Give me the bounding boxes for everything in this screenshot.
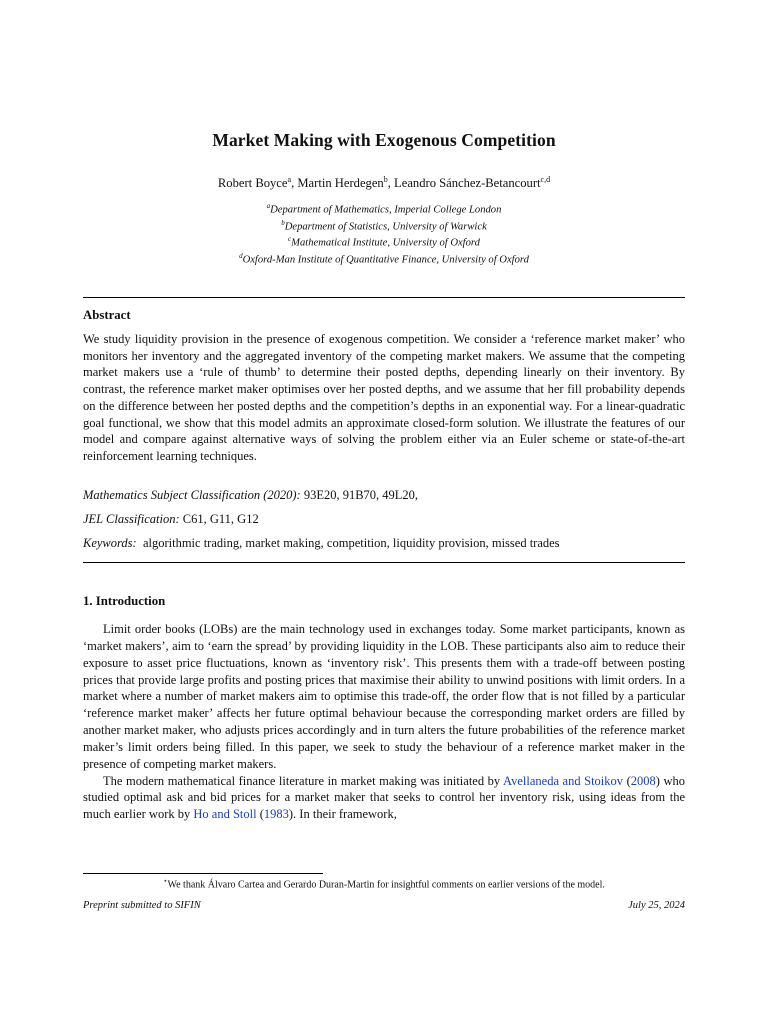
author-affil-mark: c,d [540, 175, 551, 184]
citation-year-link[interactable]: 1983 [263, 807, 289, 822]
jel-classification: JEL Classification: C61, G11, G12 [83, 512, 259, 526]
affiliation: $^a$Department of Mathematics, Imperial College London [266, 202, 502, 216]
citation-year-link[interactable]: 2008 [630, 773, 656, 788]
author-list: Robert Boyce$^a$, Martin Herdegen$^b$, Leandro Sánchez-Betancourt$^{c,d}$ [217, 175, 551, 191]
abstract-bottom-rule [83, 562, 685, 563]
citation-link[interactable]: Ho and Stoll [193, 807, 257, 822]
msc-classification: Mathematics Subject Classification (2020): 93E20, 91B70, 49L20, [83, 488, 419, 502]
footer-submission: Preprint submitted to SIFIN [83, 900, 201, 911]
keywords: Keywords: algorithmic trading, market making, competition, liquidity provision, missed trades [83, 536, 560, 550]
affiliation: $^c$Mathematical Institute, University of Oxford [288, 235, 480, 249]
citation-link[interactable]: Avellaneda and Stoikov [503, 773, 624, 788]
section-heading-introduction: 1. Introduction [83, 594, 166, 608]
abstract-text: We study liquidity provision in the presence of exogenous competition. We consider a ‘reference market maker’ who monitors her inventory and the aggregated inventory of the competing market makers. We assume that the competing market makers use a ‘rule of thumb’ to determine their posted depths, depending linearly on their inventory. By contrast, the reference market maker optimises over her posted depths, and we assume that her fill probability depends on the difference between her posted depths and the competition’s depths in an exponential way. For a linear-quadratic goal functional, we show that this model admits an approximate closed-form solution. We illustrate the features of our model and compare against alternative ways of solving the problem either via an Euler scheme or state-of-the-art reinforcement learning techniques. [83, 332, 685, 463]
affiliation: $^b$Department of Statistics, University of Warwick [281, 218, 487, 233]
paper-title: Market Making with Exogenous Competition [212, 130, 556, 150]
paragraph: The modern mathematical finance literature in market making was initiated by Avellaneda and Stoikov (2008) who studied optimal ask and bid prices for a market maker that seeks to control her inventory risk, using ideas from the much earlier work by Ho and Stoll (1983). In their framework, [83, 773, 685, 822]
paragraph: Limit order books (LOBs) are the main technology used in exchanges today. Some market participants, known as ‘market makers’, aim to ‘earn the spread’ by providing liquidity in the LOB. These participants also aim to reduce their exposure to asset price fluctuations, known as ‘inventory risk’. This presents them with a trade-off between posting prices that provide large profits and posting prices that maximise their ability to unwind positions with limit orders. In a market where a number of market makers aim to optimise this trade-off, the order flow that is not filled by a particular ‘reference market maker’ affects her future optimal behaviour because the corresponding market orders are filled by another market maker, who adjusts prices accordingly and in turn alters the future probabilities of the reference market maker’s limit orders being filled. In this paper, we seek to study the behaviour of a reference market maker in the presence of competing market makers. [83, 622, 685, 771]
footnote: ⋆We thank Álvaro Cartea and Gerardo Duran-Martin for insightful comments on earlier versions of the model. [163, 877, 605, 891]
author-name: Robert Boyce [217, 176, 288, 191]
author-name: Martin Herdegen [297, 176, 384, 191]
abstract-heading: Abstract [83, 308, 131, 322]
author-affil-mark: b [383, 175, 388, 184]
footer-date: July 25, 2024 [628, 900, 685, 911]
affiliation-list [83, 200, 685, 266]
author-name: Leandro Sánchez-Betancourt [394, 176, 541, 191]
author-affil-mark: a [287, 175, 292, 184]
introduction-body [83, 621, 685, 823]
footnote-rule [83, 873, 323, 874]
affiliation: $^d$Oxford-Man Institute of Quantitative Finance, University of Oxford [239, 251, 529, 266]
abstract-top-rule [83, 297, 685, 298]
